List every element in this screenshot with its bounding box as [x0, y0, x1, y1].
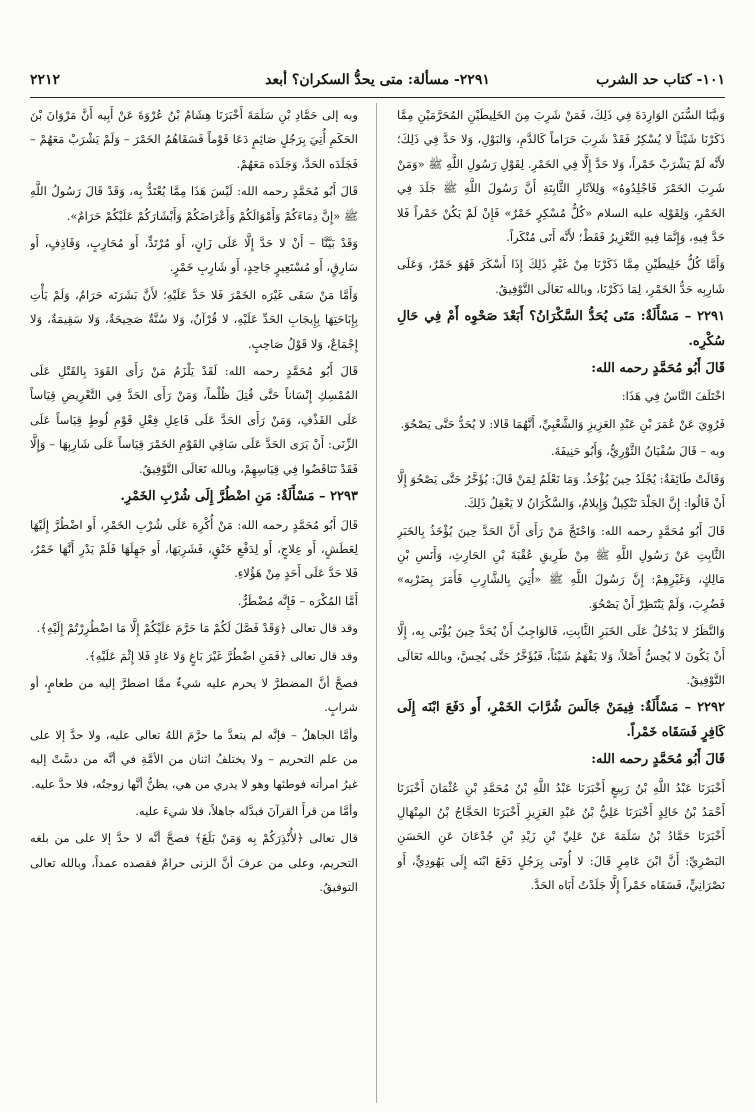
paragraph: وَالنَّظَرُ لا يَدْخُلُ عَلَى الخَبَرِ الثَّابِتِ، فَالوَاجِبُ أَنْ يُحَدَّ حِينَ يُؤْتَى بِه، إِلَّا أَنْ يَكُونَ لا يُحِسُّ أَصْلاً، وَلا يَفْهَمُ شَيْئاً، فَيُؤَخَّرُ حَتَّى يُحِسَّ، وبالله تَعَالَى التَّوْفِيقُ. [397, 624, 725, 687]
author-heading: قَالَ أَبُو مُحَمَّدٍ رحمه الله: [591, 361, 725, 377]
paragraph: قَالَ أَبُو مُحَمَّدٍ رحمه الله: مَنْ أُكْرِهَ عَلَى شُرْبِ الخَمْرِ، أَو اضْطُرَّ إِلَيْهَا لِعَطَشٍ، أَو عِلاجٍ، أَو لِدَفْعِ خَنْقٍ، فَشَرِبَهَا، أَو جَهِلَهَا فَلَمْ يَدْرِ أَنَّهَا خَمْرٌ، فَلا حَدَّ عَلَى أَحَدٍ مِنْ هَؤُلاءِ. [30, 517, 358, 581]
paragraph: قال تعالى ﴿لأُنْذِرَكُمْ بِه وَمَنْ بَلَغَ﴾ فصحَّ أنَّه لا حدَّ إلا على من بلغه التحريم، وعلى من عرفَ أنَّ الزنى حرامٌ فقصده عمداً، وبالله تعالى التوفيقُ. [30, 831, 358, 895]
column-divider [376, 103, 377, 1103]
section-title: ٢٢٩١ – مَسْأَلَةٌ: مَتَى يُحَدُّ السَّكْرَانُ؟ أَبَعْدَ صَحْوِه أَمْ فِي حَالِ سُكْرِه. [397, 309, 725, 349]
left-column [30, 103, 358, 1108]
paragraph: وبه – قَالَ سُفْيَانُ الثَّوْرِيُّ، وَأَبُو حَنِيفَةَ. [550, 444, 725, 459]
header-rule [30, 97, 725, 98]
paragraph: فصحَّ أنَّ المضطرَّ لا يحرم عليه شيءٌ ممَّا اضطرَّ إليه من طعامٍ، أو شرابٍ. [30, 675, 358, 715]
right-column [397, 103, 725, 1108]
section-title: ٢٢٩٢ – مَسْأَلَةٌ: فِيمَنْ جَالَسَ شُرَّابَ الخَمْرِ، أَو دَفَعَ ابْنَه إِلَى كَافِرٍ فَسَقَاه خَمْراً. [397, 700, 725, 740]
paragraph: فَرُوِيَ عَنْ عُمَرَ بْنِ عَبْدِ العَزِيزِ وَالشَّعْبِيِّ، أَنَّهُمَا قَالا: لا يُحَدُّ حَتَّى يَصْحُوَ. [400, 416, 725, 431]
paragraph: وَأَمَّا كُلُّ خَلِيطَيْنِ مِمَّا ذَكَرْنَا مِنْ غَيْرِ ذَلِكَ إِذَا أَسْكَرَ فَهُوَ خَمْرٌ، وَعَلَى شَارِبِه حَدُّ الخَمْرِ، لِمَا ذَكَرْنَا، وبالله تَعَالَى التَّوْفِيقُ. [397, 257, 725, 296]
running-title: ٢٢٩١- مسألة: متى يحدُّ السكران؟ أبعد [265, 72, 490, 88]
paragraph: وَبيَّنَا السُّنَنَ الوَارِدَةَ فِي ذَلِكَ، فَمَنْ شَرِبَ مِنَ الخَلِيطَيْنِ المُحَرَّمَيْنِ مِمَّا ذَكَرْنَا شَيْئاً لا يُسْكِرُ فَقَدْ شَرِبَ حَرَاماً كَالدَّمِ، وَالبَوْلِ، وَلا حَدَّ فِي ذَلِكَ؛ لأَنَّه لَمْ يَشْرَبْ خَمْراً، وَلا حَدَّ إِلَّا فِي الخَمْرِ. لِقَوْلِ رَسُولِ اللَّهِ ﷺ «وَمَنْ شَرِبَ الخَمْرَ فَاجْلِدُوهُ» وَلِلآثَارِ الثَّابِتَةِ أَنَّ رَسُولَ اللَّهِ ﷺ جَلَدَ فِي الخَمْرِ، وَلِقَوْلِه عليه السلام «كُلُّ مُسْكِرٍ خَمْرٌ» فَإِنْ لَمْ يَكُنْ خَمْراً فَلا حَدَّ فِيهِ، وَإِنَّمَا فِيهِ التَّعْزِيرُ فَقَطْ؛ لأَنَّه أَتَى مُنْكَراً. [397, 108, 725, 245]
page-number: ٢٢١٢ [30, 72, 61, 88]
paragraph: أَخْبَرَنَا عَبْدُ اللَّهِ بْنُ رَبِيعٍ أَخْبَرَنَا عَبْدُ اللَّهِ بْنُ مُحَمَّدِ بْنِ عُثْمَانَ أَخْبَرَنَا أَحْمَدُ بْنُ خَالِدٍ أَخْبَرَنَا عَلِيُّ بْنُ عَبْدِ العَزِيزِ أَخْبَرَنَا الحَجَّاجُ بْنُ المِنْهَالِ أَخْبَرَنَا حَمَّادُ بْنُ سَلَمَةَ عَنْ عَلِيِّ بْنِ زَيْدِ بْنِ جُدْعَانَ عَنِ الحَسَنِ البَصْرِيِّ: أَنَّ ابْنَ عَامِرٍ قَالَ: لا أُوتَى بِرَجُلٍ دَفَعَ ابْنَه إِلَى يَهُودِيٍّ، أَو نَصْرَانِيٍّ، فَسَقَاه خَمْراً إِلَّا جَلَدْتُ أَبَاه الحَدَّ. [397, 780, 725, 893]
paragraph: وقد قال تعالى ﴿وَقَدْ فَصَّلَ لَكُمْ مَا حَرَّمَ عَلَيْكُمْ إِلَّا مَا اضْطُرِرْتُمْ إِلَيْهِ﴾. [36, 621, 358, 636]
paragraph: وأمَّا الجاهلُ – فإنَّه لم يتعدَّ ما حرَّمَ اللهُ تعالى عليه، ولا حدَّ إلا على من علم التحريم – ولا يختلفُ اثنان من الأمَّةِ في أنَّه من دسَّتْ إليه غيرُ امرأته فوطئها وهو لا يدري من هي، يظنُّ أنَّها زوجتُه، فلا حدَّ عليه. [30, 727, 358, 791]
paragraph: قَالَ أَبُو مُحَمَّدٍ رحمه الله: وَاحْتَجَّ مَنْ رَأَى أَنَّ الحَدَّ حِينَ يُؤْخَذُ بِالخَبَرِ الثَّابِتِ عَنْ رَسُولِ اللَّهِ ﷺ مِنْ طَرِيقِ عُقْبَةَ بْنِ الحَارِثِ، وَأَنَسِ بْنِ مَالِكٍ، وَغَيْرِهِمْ: إِنَّ رَسُولَ اللَّهِ ﷺ «أُتِيَ بِالشَّارِبِ فَأَمَرَ بِضَرْبِه» فَضُرِبَ، وَلَمْ يَنْتَظِرْ أَنْ يَصْحُوَ. [397, 523, 725, 611]
paragraph: قَالَ أَبُو مُحَمَّدٍ رحمه الله: لَقَدْ يَلْزَمُ مَنْ رَأَى القَوَدَ بِالقَتْلِ عَلَى المُمْسِكِ إِنْسَاناً حَتَّى قُتِلَ ظُلْماً، وَمَنْ رَأَى الحَدَّ فِي التَّعْرِيضِ قِيَاساً عَلَى القَذْفِ، وَمَنْ رَأَى الحَدَّ عَلَى فَاعِلِ فِعْلِ قَوْمِ لُوطٍ قِيَاساً عَلَى الزِّنَى: أَنْ يَرَى الحَدَّ عَلَى سَاقِي القَوْمِ الخَمْرَ قِيَاساً عَلَى شَارِبِهَا – وَإِلَّا فَقَدْ تَنَاقَضُوا فِي قِيَاسِهِمْ، وبالله تَعَالَى التَّوْفِيقُ. [30, 364, 358, 476]
paragraph: وَأَمَّا مَنْ سَقَى غَيْرَه الخَمْرَ فَلا حَدَّ عَلَيْهِ؛ لأَنَّ بَشَرَتَه حَرَامٌ، وَلَمْ يَأْتِ بِإِبَاحَتِهَا بِإِيجَابِ الحَدِّ عَلَيْهِ، لا قُرْآنٌ، وَلا سُنَّةٌ صَحِيحَةٌ، وَلا سَقِيمَةٌ، وَلا إِجْمَاعٌ، وَلا قَوْلُ صَاحِبٍ. [30, 287, 358, 351]
paragraph: وأمَّا من قرأَ القرآنَ فبدَّله جاهلاً، فلا شيءَ عليه. [135, 803, 358, 818]
chapter-title: ١٠١- كتاب حد الشرب [596, 72, 725, 88]
paragraph: اخْتَلَفَ النَّاسُ فِي هَذَا: [621, 389, 725, 404]
paragraph: وبه إلى حَمَّادِ بْنِ سَلَمَةَ أَخْبَرَنَا هِشَامُ بْنُ عُرْوَةَ عَنْ أَبِيه أَنَّ مَرْوَانَ بْنَ الحَكَمِ أُتِيَ بِرَجُلٍ صَائِمٍ دَعَا قَوْماً فَسَقَاهُمُ الخَمْرَ – وَلَمْ يَشْرَبْ مَعَهُمْ – فَجَلَدَه الحَدَّ، وَجَلَدَه مَعَهُمْ. [30, 108, 358, 171]
paragraph: وَقَدْ بَيَّنَّا – أَنْ لا حَدَّ إِلَّا عَلَى زَانٍ، أَو مُرْتَدٍّ، أَو مُحَارِبٍ، وَقَاذِفٍ، أَو سَارِقٍ، أَو مُسْتَعِيرٍ جَاحِدٍ، أَو شَارِبِ خَمْرٍ. [30, 236, 358, 275]
paragraph: أَمَّا المُكْرَه – فَإِنَّه مُضْطَرٌّ. [237, 593, 358, 608]
page-header [30, 70, 725, 94]
paragraph: وَقَالَتْ طَائِفَةٌ: يُجْلَدُ حِينَ يُؤْخَذُ. وَمَا نَعْلَمُ لِمَنْ قَالَ: يُؤَخَّرُ حَتَّى يَصْحُوَ إِلَّا أَنْ قَالُوا: إِنَّ الجَلْدَ تَنْكِيلٌ وَإِيلامٌ، وَالسَّكْرَانُ لا يَعْقِلُ ذَلِكَ. [397, 471, 725, 511]
paragraph: وقد قال تعالى ﴿فَمَنِ اضْطُرَّ غَيْرَ بَاغٍ وَلا عَادٍ فَلا إِثْمَ عَلَيْهِ﴾. [85, 648, 358, 663]
author-heading: قَالَ أَبُو مُحَمَّدٍ رحمه الله: [591, 752, 725, 768]
section-title: ٢٢٩٣ – مَسْأَلَةٌ: مَنِ اضْطُرَّ إِلَى شُرْبِ الخَمْرِ. [120, 489, 358, 505]
paragraph: قَالَ أَبُو مُحَمَّدٍ رحمه الله: لَيْسَ هَذَا مِمَّا يُعْتَدُّ بِه، وَقَدْ قَالَ رَسُولُ اللَّهِ ﷺ «إِنَّ دِمَاءَكُمْ وَأَمْوَالَكُمْ وَأَعْرَاضَكُمْ وَأَبْشَارَكُمْ عَلَيْكُمْ حَرَامٌ». [30, 184, 358, 223]
